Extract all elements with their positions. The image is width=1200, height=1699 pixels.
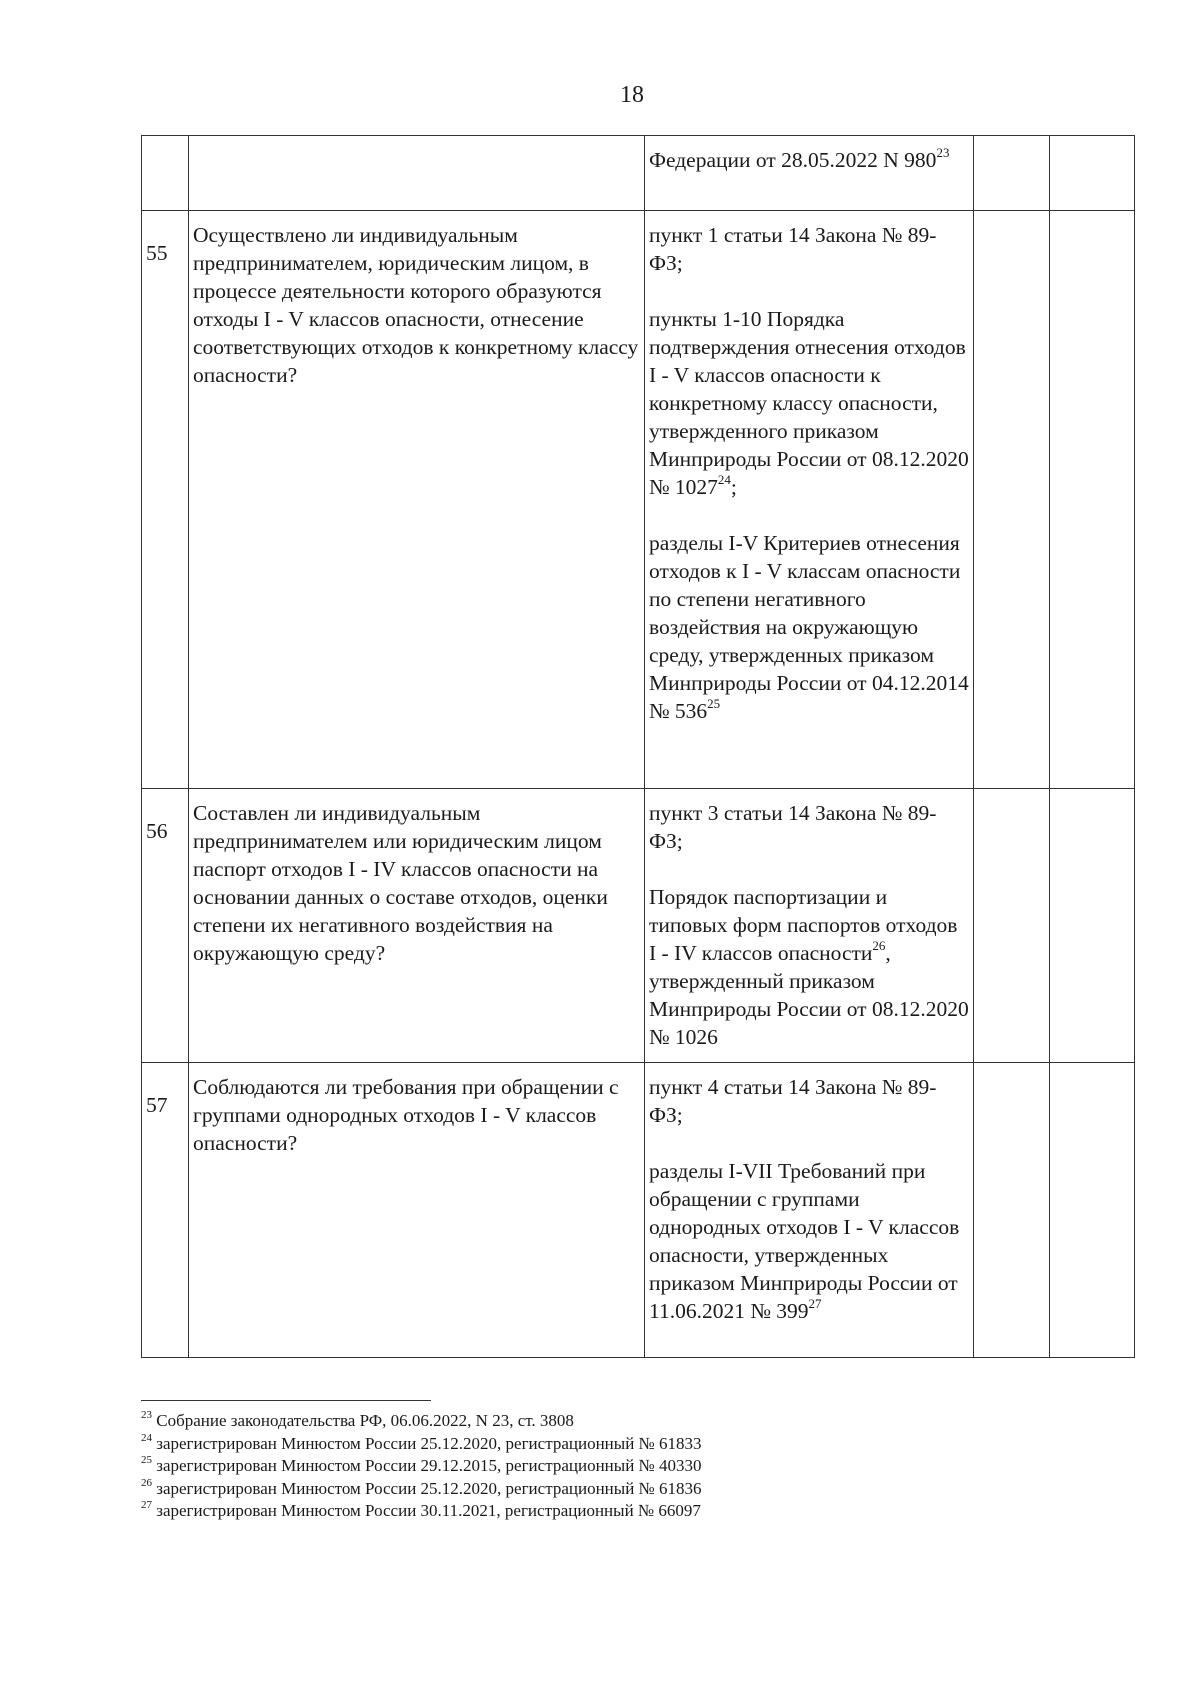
reference-paragraph: разделы I-VII Требований при обращении с группами однородных отходов I - V классов опасности, утвержденных приказом Минприроды России от 11.06.2021 № $399^{27}$: [649, 1159, 960, 1323]
footnote-mark: 24: [717, 471, 731, 487]
reference-paragraph: пункт 3 статьи 14 Закона № 89-ФЗ;: [649, 801, 937, 853]
footnote: $^{24}$ зарегистрирован Минюстом России 25.12.2020, регистрационный № 61833: [141, 1431, 702, 1453]
reference-paragraph: Федерации от 28.05.2022 N $980^{23}$: [649, 144, 950, 172]
note-cell: [1050, 211, 1135, 789]
item-number: 55: [146, 241, 168, 265]
item-number-cell: [142, 1063, 189, 1358]
question-cell: [189, 136, 645, 211]
reference-paragraph: Порядок паспортизации и типовых форм паспортов отходов I - IV классов опасности$^{26}$, утвержденный приказом Минприроды России от 08.12.2020 № 1026: [649, 885, 969, 1049]
footnote: $^{27}$ зарегистрирован Минюстом России 30.11.2021, регистрационный № 66097: [141, 1499, 701, 1520]
reference-paragraph: пункт 4 статьи 14 Закона № 89-ФЗ;: [649, 1075, 937, 1127]
footnote-mark: 25: [707, 695, 721, 711]
answer-cell: [974, 789, 1050, 1063]
item-number-cell: [142, 789, 189, 1063]
footnote: $^{23}$ Собрание законодательства РФ, 06.06.2022, N 23, ст. 3808: [141, 1409, 574, 1430]
reference-cell: [645, 136, 974, 211]
footnote-divider: [141, 1400, 431, 1401]
footnote-mark: 23: [936, 144, 950, 160]
footnote: $^{25}$ зарегистрирован Минюстом России 29.12.2015, регистрационный № 40330: [141, 1454, 702, 1475]
item-number-cell: [142, 211, 189, 789]
answer-cell: [974, 211, 1050, 789]
footnotes: [141, 1410, 702, 1523]
note-cell: [1050, 1063, 1135, 1358]
question-cell: [189, 789, 645, 1063]
question-cell: [189, 1063, 645, 1358]
reference-cell: [645, 1063, 974, 1358]
table-row: [142, 1063, 1135, 1358]
footnote-mark: 27: [808, 1295, 822, 1311]
reference-paragraph: разделы I-V Критериев отнесения отходов к I - V классам опасности по степени негативного воздействия на окружающую среду, утвержденных приказом Минприроды России от 04.12.2014 № $536^{25}$: [649, 531, 969, 723]
reference-paragraph: пункт 1 статьи 14 Закона № 89-ФЗ;: [649, 223, 937, 275]
checklist-table: [141, 135, 1135, 1358]
note-cell: [1050, 789, 1135, 1063]
answer-cell: [974, 136, 1050, 211]
question-cell: [189, 211, 645, 789]
reference-cell: [645, 789, 974, 1063]
item-number-cell: [142, 136, 189, 211]
reference-cell: [645, 211, 974, 789]
reference-paragraph: пункты 1-10 Порядка подтверждения отнесения отходов I - V классов опасности к конкретному классу опасности, утвержденного приказом Минприроды России от 08.12.2020 № 1027$^{24}$;: [649, 307, 969, 499]
table-row: [142, 789, 1135, 1063]
table-row: [142, 136, 1135, 211]
note-cell: [1050, 136, 1135, 211]
item-number: 57: [146, 1093, 168, 1117]
question-text: Составлен ли индивидуальным предпринимателем или юридическим лицом паспорт отходов I - IV классов опасности на основании данных о составе отходов, оценки степени их негативного воздействия на окружающую среду?: [193, 801, 608, 965]
table-row: [142, 211, 1135, 789]
footnote-mark: 26: [872, 937, 886, 953]
item-number: 56: [146, 819, 168, 843]
question-text: Соблюдаются ли требования при обращении с группами однородных отходов I - V классов опасности?: [193, 1075, 619, 1155]
page-number: 18: [620, 82, 644, 108]
question-text: Осуществлено ли индивидуальным предпринимателем, юридическим лицом, в процессе деятельности которого образуются отходы I - V классов опасности, отнесение соответствующих отходов к конкретному классу опасности?: [193, 223, 639, 387]
answer-cell: [974, 1063, 1050, 1358]
footnote: $^{26}$ зарегистрирован Минюстом России 25.12.2020, регистрационный № 61836: [141, 1476, 702, 1498]
